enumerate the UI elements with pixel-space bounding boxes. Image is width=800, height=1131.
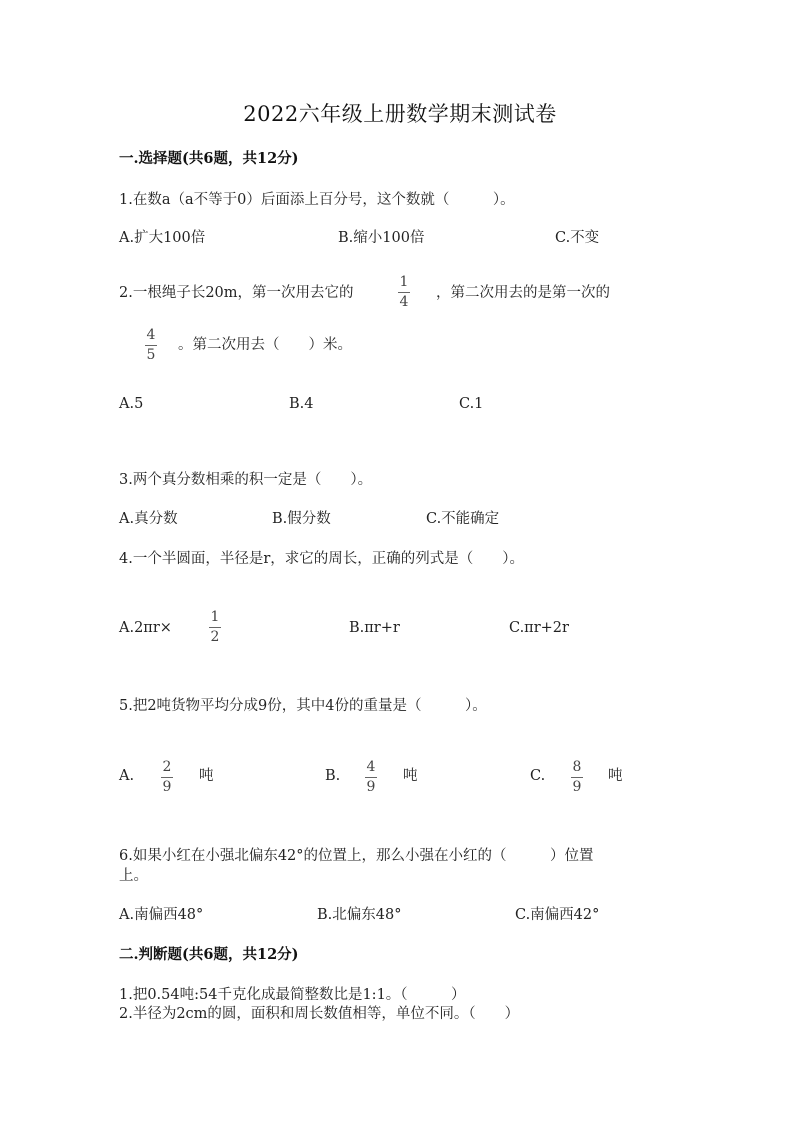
question-4-option-a-fraction — [207, 610, 223, 646]
question-2-fraction-1 — [396, 275, 412, 311]
question-5-option-b-unit: 吨 — [403, 768, 418, 784]
question-5-option-a-label: A. — [119, 768, 135, 784]
fraction-numerator: 2 — [162, 759, 172, 775]
question-2-option-b: B.4 — [289, 396, 314, 412]
fraction-denominator: 9 — [366, 779, 376, 796]
question-6-stem-line2: 上。 — [119, 868, 148, 884]
fraction-denominator: 4 — [399, 294, 409, 311]
question-5-option-b-fraction — [363, 760, 379, 796]
fraction-denominator: 2 — [210, 629, 220, 646]
question-6-stem-line1: 6.如果小红在小强北偏东42°的位置上，那么小强在小红的（ ）位置 — [119, 848, 594, 864]
question-5-option-c-fraction — [569, 760, 585, 796]
question-4-option-c: C.πr+2r — [509, 620, 569, 636]
page-title: 2022六年级上册数学期末测试卷 — [243, 102, 557, 126]
question-6-option-a: A.南偏西48° — [119, 907, 204, 923]
question-5-option-b-label: B. — [325, 768, 341, 784]
fraction-numerator: 4 — [146, 327, 156, 343]
fraction-denominator: 9 — [572, 779, 582, 796]
fraction-denominator: 9 — [162, 779, 172, 796]
question-1-option-a: A.扩大100倍 — [119, 230, 206, 246]
fraction-numerator: 1 — [399, 274, 409, 290]
question-2-fraction-2 — [143, 328, 159, 364]
fraction-numerator: 8 — [572, 759, 582, 775]
question-5-option-a-fraction — [159, 760, 175, 796]
question-1-stem: 1.在数a（a不等于0）后面添上百分号，这个数就（ ）。 — [119, 192, 515, 208]
judgement-item-2: 2.半径为2cm的圆，面积和周长数值相等，单位不同。（ ） — [119, 1006, 520, 1022]
question-5-option-c-label: C. — [530, 768, 546, 784]
question-1-option-b: B.缩小100倍 — [338, 230, 425, 246]
question-2-stem-part3: 。第二次用去（ ）米。 — [178, 337, 352, 353]
fraction-numerator: 4 — [366, 759, 376, 775]
question-5-stem: 5.把2吨货物平均分成9份，其中4份的重量是（ ）。 — [119, 698, 487, 714]
question-3-option-c: C.不能确定 — [426, 511, 500, 527]
question-2-stem-part1: 2.一根绳子长20m，第一次用去它的 — [119, 285, 354, 301]
question-5-option-c-unit: 吨 — [608, 768, 623, 784]
question-5-option-a-unit: 吨 — [199, 768, 214, 784]
question-2-option-a: A.5 — [119, 396, 144, 412]
question-6-option-b: B.北偏东48° — [317, 907, 402, 923]
section-heading-choice: 一.选择题(共6题，共12分) — [119, 150, 299, 167]
question-2-option-c: C.1 — [459, 396, 484, 412]
question-6-option-c: C.南偏西42° — [515, 907, 600, 923]
question-3-stem: 3.两个真分数相乘的积一定是（ ）。 — [119, 472, 373, 488]
question-3-option-b: B.假分数 — [272, 511, 331, 527]
question-4-option-b: B.πr+r — [349, 620, 400, 636]
fraction-numerator: 1 — [210, 609, 220, 625]
question-3-option-a: A.真分数 — [119, 511, 178, 527]
question-2-stem-part2: ，第二次用去的是第一次的 — [436, 285, 610, 301]
judgement-item-1: 1.把0.54吨:54千克化成最简整数比是1:1。（ ） — [119, 987, 466, 1003]
question-4-option-a: A.2πr× — [119, 620, 172, 636]
section-heading-judgement: 二.判断题(共6题，共12分) — [119, 946, 299, 963]
question-1-option-c: C.不变 — [555, 230, 600, 246]
fraction-denominator: 5 — [146, 347, 156, 364]
question-4-stem: 4.一个半圆面，半径是r，求它的周长，正确的列式是（ ）。 — [119, 551, 525, 567]
